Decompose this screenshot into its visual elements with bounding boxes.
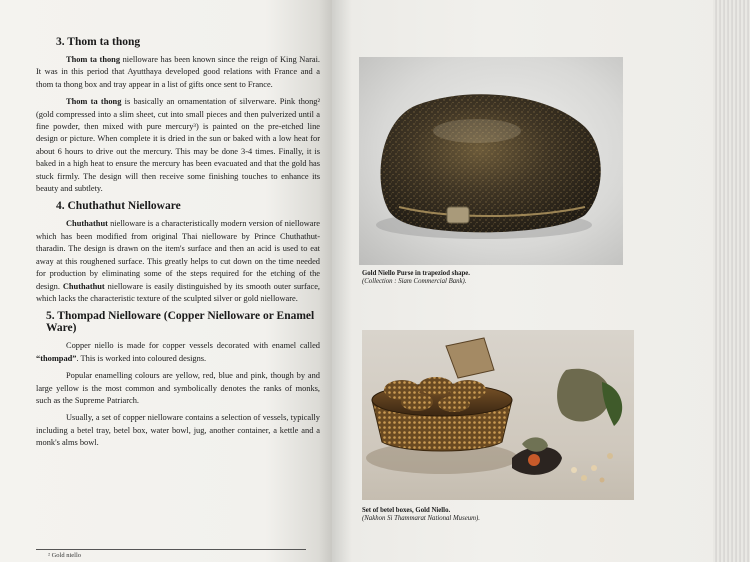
paragraph [36,54,320,91]
betel-boxes-photo [362,330,634,500]
paragraph-text: Copper niello is made for copper vessels decorated with enamel called [66,341,320,351]
caption-title: Set of betel boxes, Gold Niello. [362,507,451,514]
paragraph [36,412,320,449]
purse-photo [359,57,623,265]
section-heading: 3. Thom ta thong [56,36,141,48]
figure-caption-betel [362,507,602,524]
paragraph [36,340,320,365]
term: Thom ta thong [66,97,122,107]
paragraph-text: nielloware is a characteristically modern version of nielloware which has been modified from original Thai nielloware by Prince Chuthathut-tharadin. The design is drawn on the item's surface and then an acid is used to eat away at this roughened surface. This greatly helps to cut down on the time needed for production by eliminating some of the steps required for the etching of the design. [36,219,320,291]
paragraph [36,96,320,195]
left-page [0,0,332,562]
paragraph [36,218,320,305]
purse-illustration [359,57,623,265]
paragraph-text: . This is worked into coloured designs. [76,353,207,363]
term: Chuthathut [62,281,105,291]
caption-title: Gold Niello Purse in trapeziod shape. [362,270,470,277]
footnote: ² Gold niello [48,552,82,559]
caption-source: (Collection : Siam Commercial Bank). [362,278,467,286]
paragraph-text: Popular enamelling colours are yellow, red, blue and pink, though by and large yellow is the most common and symbolically denotes the ranks of monks, such as the Supreme Patriarch. [36,371,320,405]
paragraph-text: Usually, a set of copper nielloware contains a selection of vessels, typically including a betel tray, betel box, water bowl, jug, another container, a kettle and a monk's alms bowl. [36,413,320,448]
section-heading: 5. Thompad Nielloware (Copper Nielloware or Enamel Ware) [46,310,315,335]
term: “thompad” [36,353,77,363]
betel-boxes-illustration [362,330,634,500]
figure-caption-purse [362,270,602,287]
caption-source: (Nakhon Si Thammarat National Museum). [362,515,480,523]
page-edges [713,0,750,562]
paragraph [36,370,320,407]
paragraph-text: is basically an ornamentation of silverware. Pink thong² (gold compressed into a slim sheet, cut into small pieces and then pulverized until a fine powder, then mixed with pure mercury³) is painted on the pre-etched line design or picture. When complete it is dried in the sun or baked with a low heat for about 6 hours to drive out the mercury. This may be done 3-4 times. Finally, it is baked in a high heat to ensure the mercury has been evacuated and that the gold has stuck firmly. The design will then receive some finishing touches to enhance its beauty and subtlety. [36,97,320,194]
term: Chuthathut [66,219,108,229]
section-heading: 4. Chuthathut Nielloware [56,200,181,213]
term: Thom ta thong [66,55,121,64]
left-page-text [36,36,320,455]
paragraph-text: nielloware has been known since the reign of King Narai. It was in this period that Ayutthaya developed good relations with France and a thom ta thong box and tray appear in a list of gifts once sent to France. [36,55,320,89]
footnote-divider [36,549,306,550]
paragraph-text: nielloware is easily distinguished by its smooth outer surface, which lacks the characteristic texture of the sculpted silver or gold nielloware. [36,281,321,303]
